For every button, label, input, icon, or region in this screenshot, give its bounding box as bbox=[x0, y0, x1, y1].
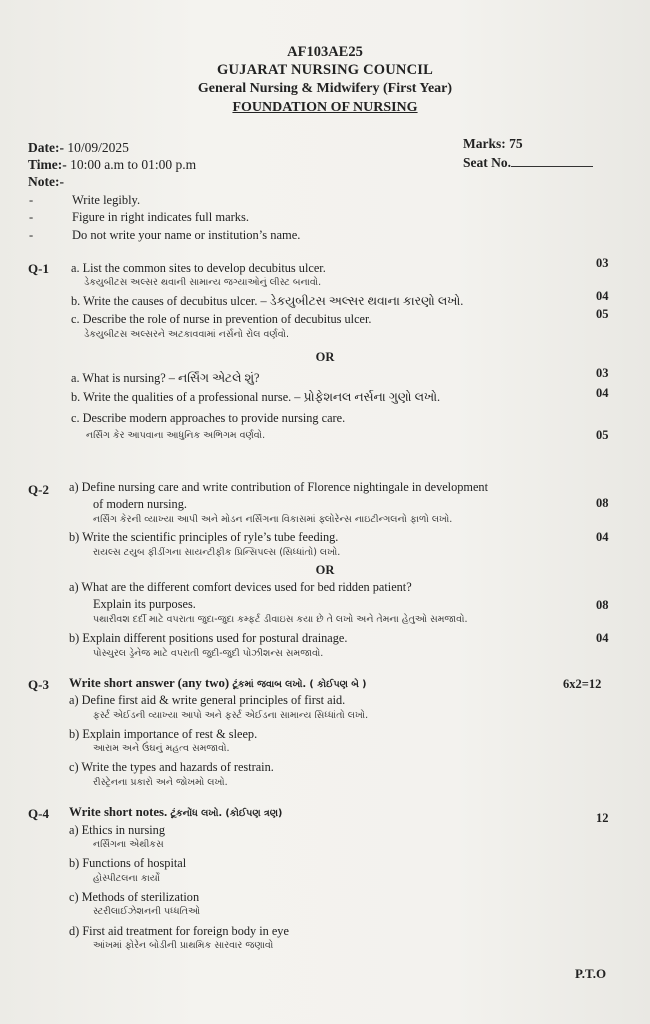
q2-or-b-english: b) Explain different positions used for postural drainage. bbox=[69, 631, 348, 645]
note-item: Do not write your name or institution’s name. bbox=[72, 228, 301, 242]
q1-b-english: b. Write the causes of decubitus ulcer. – ડેકયુબીટસ અલ્સર થવાના કારણો લખો. bbox=[71, 294, 464, 308]
q4-c-english: c) Methods of sterilization bbox=[69, 890, 200, 904]
q1-c-marks: 05 bbox=[596, 307, 609, 321]
q1-or-c-marks: 05 bbox=[596, 428, 609, 442]
question-number: Q-2 bbox=[28, 482, 49, 497]
q3-a-gujarati: ફર્સ્ટ એઈડની વ્યાખ્યા આપો અને ફર્સ્ટ એઈડના સામાન્ય સિધ્ધાંતો લખો. bbox=[93, 710, 369, 721]
q3-c-gujarati: રીસ્ટ્રેનના પ્રકારો અને જોખમો લખો. bbox=[93, 777, 228, 788]
council-name: GUJARAT NURSING COUNCIL bbox=[217, 62, 433, 78]
paper-code: AF103AE25 bbox=[287, 44, 363, 60]
question-number: Q-3 bbox=[28, 677, 49, 692]
question-number: Q-1 bbox=[28, 261, 49, 276]
q4-d-english: d) First aid treatment for foreign body in eye bbox=[69, 924, 289, 938]
q1-c-english: c. Describe the role of nurse in prevention of decubitus ulcer. bbox=[71, 312, 372, 326]
q1-or-a-english: a. What is nursing? – નર્સિંગ એટલે શું? bbox=[71, 371, 260, 385]
q2-b-english: b) Write the scientific principles of ryle’s tube feeding. bbox=[69, 530, 339, 544]
q3-c-english: c) Write the types and hazards of restrain. bbox=[69, 760, 274, 774]
q2-a-gujarati: નર્સિંગ કેરની વ્યાખ્યા આપી અને મોડન નર્સિંગના વિકાસમાં ફ્લોરેન્સ નાઇટીન્ગલનો ફાળો લખો. bbox=[93, 514, 453, 525]
time-label: Time:- bbox=[28, 157, 67, 172]
time-value: 10:00 a.m to 01:00 p.m bbox=[70, 157, 197, 172]
q2-a-english-line1: a) Define nursing care and write contribution of Florence nightingale in development bbox=[69, 480, 488, 494]
q1-b-marks: 04 bbox=[596, 289, 609, 303]
q1-a-marks: 03 bbox=[596, 256, 609, 270]
q3-a-english: a) Define first aid & write general principles of first aid. bbox=[69, 693, 346, 707]
date-value: 10/09/2025 bbox=[67, 140, 129, 155]
note-dash: - bbox=[29, 210, 34, 224]
question-number: Q-4 bbox=[28, 806, 49, 821]
or-separator: OR bbox=[315, 563, 335, 577]
q4-a-english: a) Ethics in nursing bbox=[69, 823, 165, 837]
q3-b-english: b) Explain importance of rest & sleep. bbox=[69, 727, 258, 741]
q2-b-marks: 04 bbox=[596, 530, 609, 544]
q1-a-gujarati: ડેકયુબીટસ અલ્સર થવાની સામાન્ય જગ્યાઓનું લીસ્ટ બનાવો. bbox=[84, 277, 322, 288]
q4-title-english: Write short notes. bbox=[69, 805, 168, 819]
or-separator: OR bbox=[315, 350, 335, 364]
q1-a-english: a. List the common sites to develop decubitus ulcer. bbox=[71, 261, 326, 275]
seat-blank-line bbox=[511, 156, 593, 167]
q4-marks: 12 bbox=[596, 811, 609, 825]
q4-title bbox=[69, 805, 282, 820]
q2-a-english-line2: of modern nursing. bbox=[93, 497, 187, 511]
date-label: Date:- bbox=[28, 140, 64, 155]
subject-title bbox=[0, 100, 650, 116]
q3-b-gujarati: આરામ અને ઉંઘનું મહત્વ સમજાવો. bbox=[93, 743, 230, 754]
q4-c-gujarati: સ્ટરીલાઈઝેશનની પધ્ધતિઓ bbox=[93, 906, 201, 917]
q4-a-gujarati: નર્સિંગના એથીકસ bbox=[93, 839, 164, 850]
q3-marks: 6x2=12 bbox=[563, 677, 602, 691]
q1-or-b-english: b. Write the qualities of a professional nurse. – પ્રોફેશનલ નર્સના ગુણો લખો. bbox=[71, 390, 441, 404]
seat-label: Seat No. bbox=[463, 155, 511, 170]
marks-label: Marks: 75 bbox=[463, 136, 523, 151]
q4-d-gujarati: આંખમાં ફોરેન બોડીની પ્રાથમિક સારવાર જણાવો bbox=[93, 940, 274, 951]
q3-title-gujarati: ટૂંકમાં જવાબ લખો. ( કોઈપણ બે ) bbox=[232, 679, 367, 690]
q2-or-a-english-line2: Explain its purposes. bbox=[93, 597, 196, 611]
note-dash: - bbox=[29, 228, 34, 242]
q1-or-b-marks: 04 bbox=[596, 386, 609, 400]
subject-title-text: FOUNDATION OF NURSING bbox=[232, 100, 418, 115]
q1-or-c-gujarati: નર્સિંગ કેર આપવાના આધુનિક અભિગમ વર્ણવો. bbox=[86, 430, 266, 441]
date-line bbox=[28, 140, 129, 156]
q1-or-c-english: c. Describe modern approaches to provide nursing care. bbox=[71, 411, 346, 425]
q2-a-marks: 08 bbox=[596, 496, 609, 510]
q2-or-b-gujarati: પોસ્ચુરલ ડ્રેનેજ માટે વપરાતી જુદી-જુદી પોઝીશન્સ સમજાવો. bbox=[93, 648, 324, 659]
pto-label: P.T.O bbox=[575, 966, 607, 981]
q2-or-a-marks: 08 bbox=[596, 598, 609, 612]
course-name: General Nursing & Midwifery (First Year) bbox=[197, 81, 453, 96]
note-label: Note:- bbox=[28, 174, 64, 189]
note-item: Figure in right indicates full marks. bbox=[72, 210, 250, 224]
q1-or-a-marks: 03 bbox=[596, 366, 609, 380]
q2-b-gujarati: રાયલ્સ ટયુબ ફીડીંગના સાયન્ટીફીક પ્રિન્સિપલ્સ (સિધ્ધાંતો) લખો. bbox=[93, 547, 341, 558]
q3-title-english: Write short answer (any two) bbox=[69, 676, 230, 690]
q4-b-gujarati: હોસ્પીટલના કાર્યો bbox=[93, 873, 160, 884]
q2-or-a-gujarati: પથારીવશ દર્દી માટે વપરાતા જુદા-જુદા કમ્ફર્ટ ડીવાઇસ કયા છે તે લખો અને તેમના હેતુઓ સમજાવો. bbox=[93, 614, 468, 625]
note-dash: - bbox=[29, 193, 34, 207]
q4-b-english: b) Functions of hospital bbox=[69, 856, 187, 870]
q2-or-b-marks: 04 bbox=[596, 631, 609, 645]
q2-or-a-english-line1: a) What are the different comfort devices used for bed ridden patient? bbox=[69, 580, 412, 594]
q3-title bbox=[69, 676, 367, 691]
time-line bbox=[28, 157, 196, 173]
note-item: Write legibly. bbox=[72, 193, 141, 207]
q4-title-gujarati: ટૂંકનોંધ લખો. (કોઈપણ ત્રણ) bbox=[170, 808, 283, 819]
seat-no bbox=[463, 155, 593, 171]
q1-c-gujarati: ડેકયુબીટસ અલ્સરને અટકાવવામાં નર્સનો રોલ વર્ણવો. bbox=[84, 329, 290, 340]
